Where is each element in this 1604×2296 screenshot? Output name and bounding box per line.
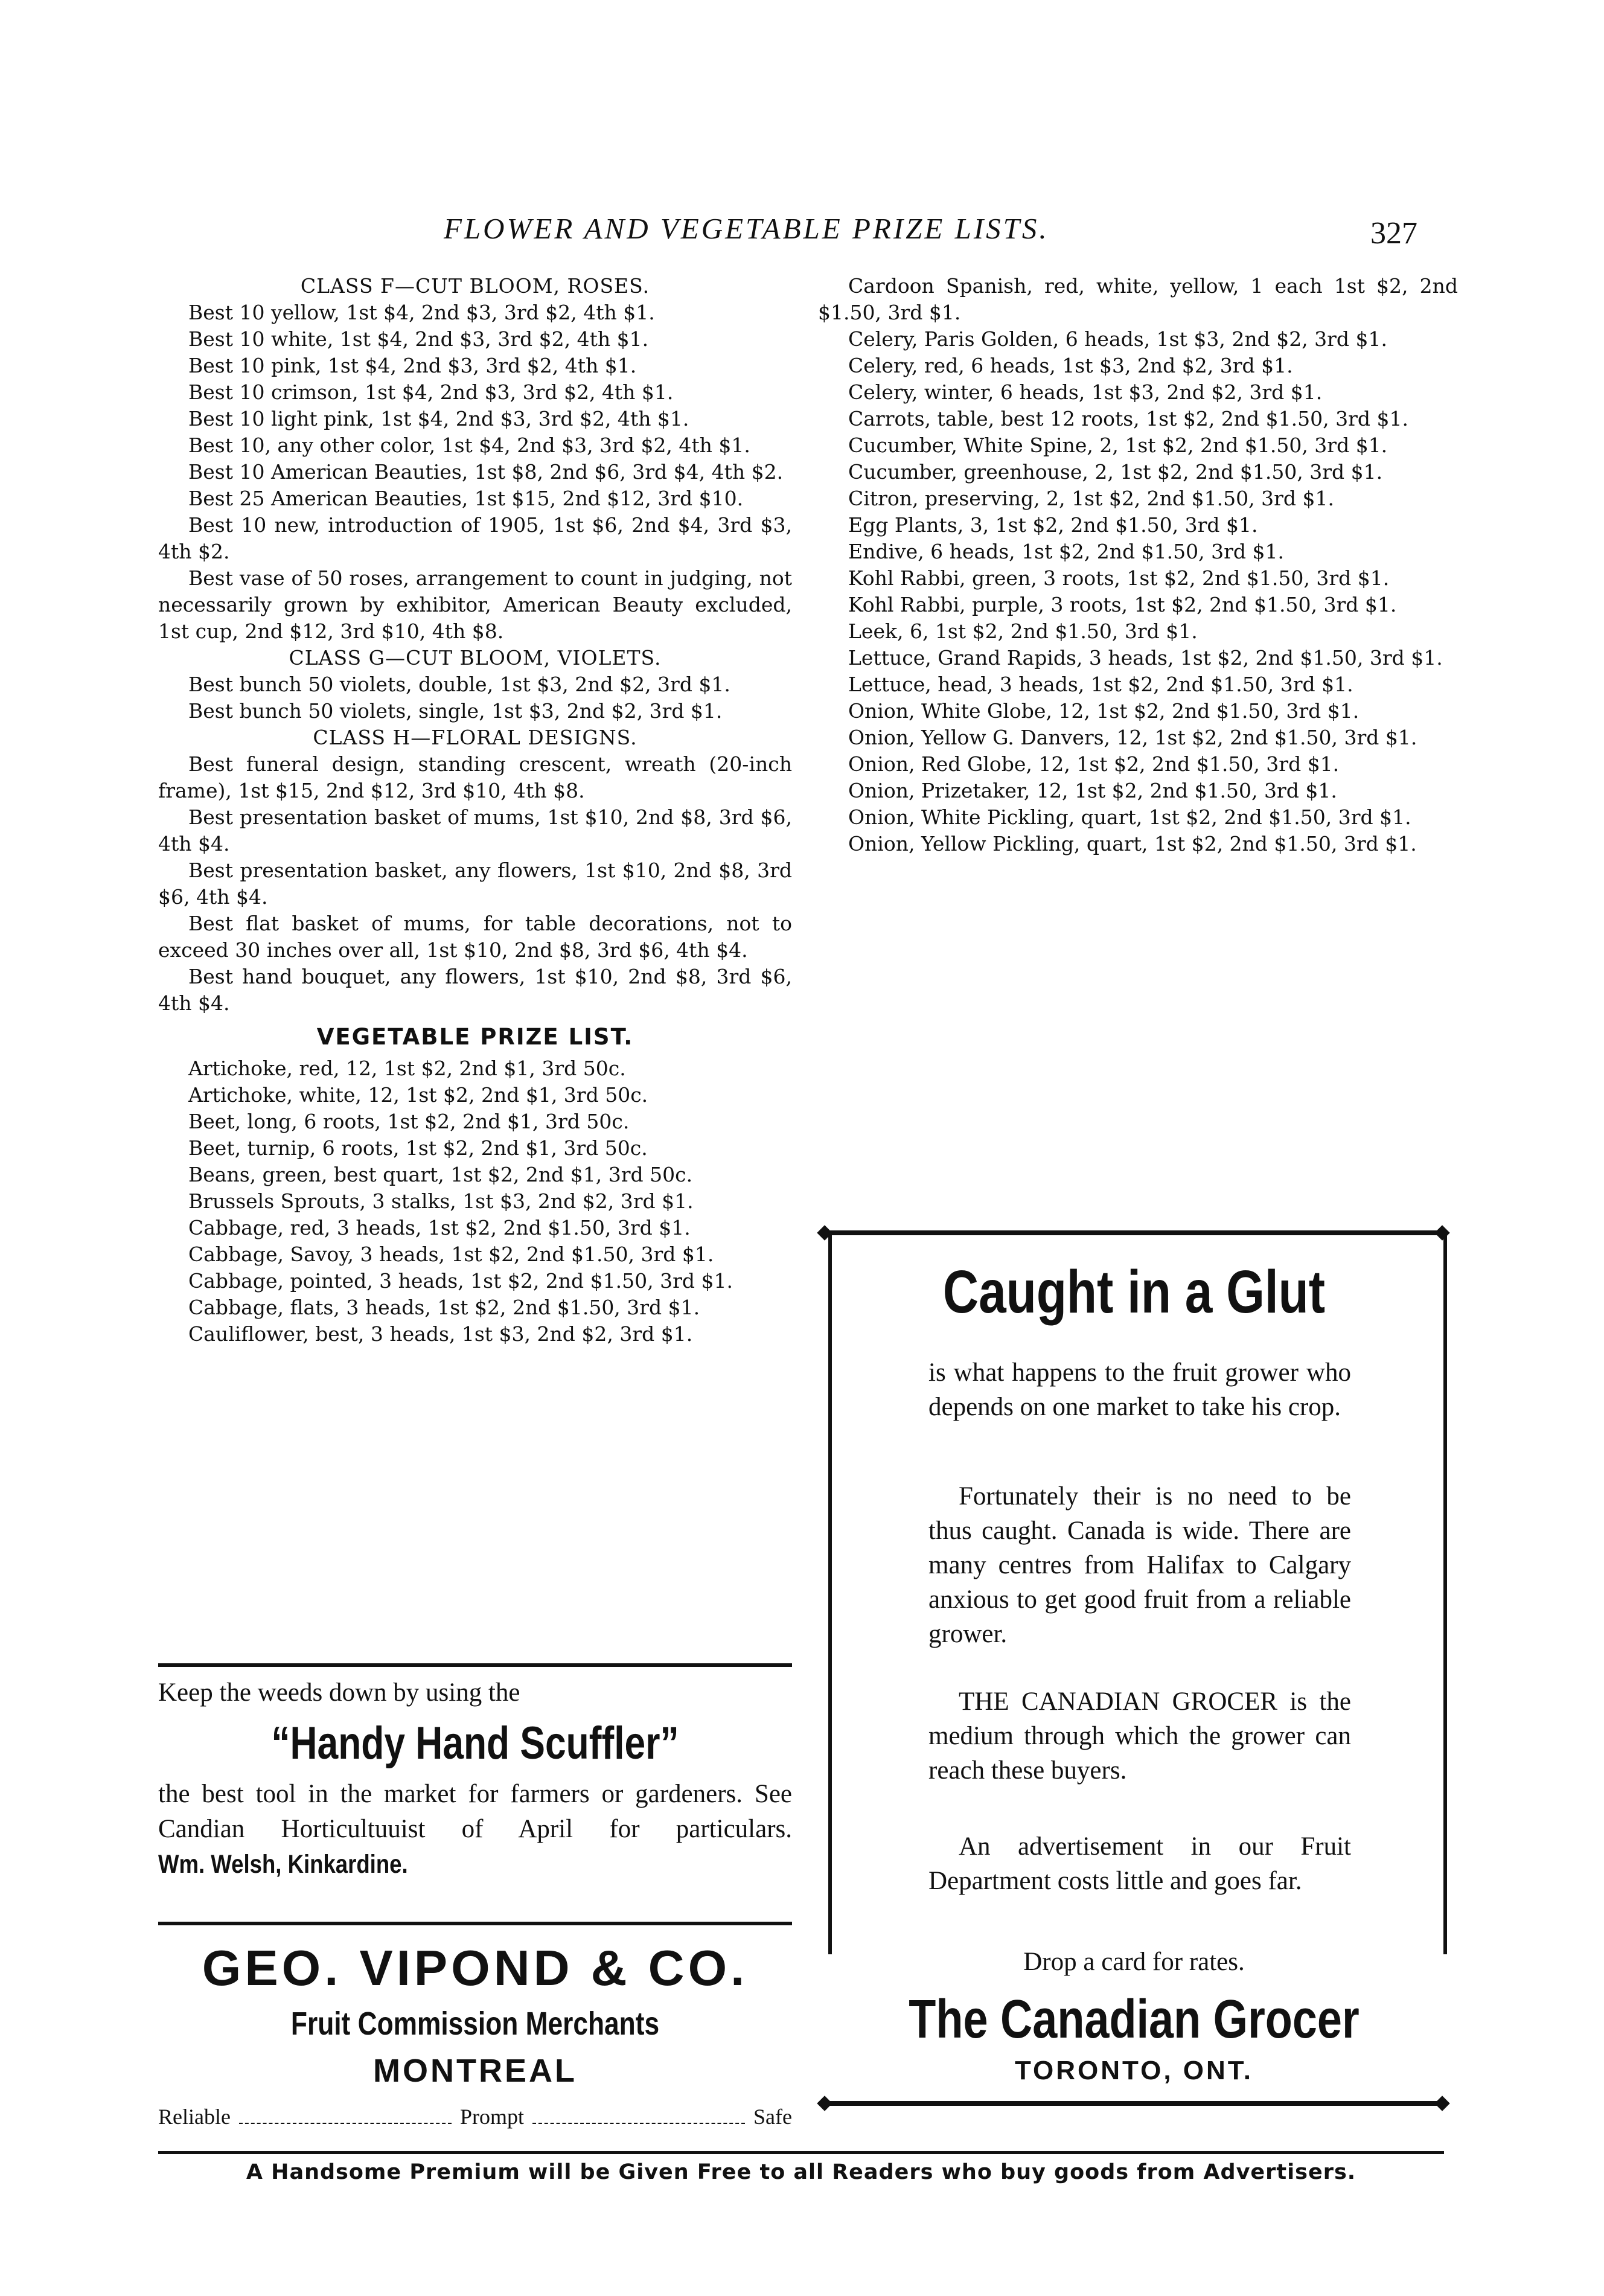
tagline-dash — [239, 2111, 452, 2124]
prize-entry: Best presentation basket, any flowers, 1st $10, 2nd $8, 3rd $6, 4th $4. — [158, 859, 792, 909]
prize-entry: Cabbage, Savoy, 3 heads, 1st $2, 2nd $1.50, 3rd $1. — [188, 1242, 714, 1266]
prize-entry: Kohl Rabbi, purple, 3 roots, 1st $2, 2nd $1.50, 3rd $1. — [848, 593, 1397, 616]
vipond-top-rule — [158, 1922, 792, 1925]
scuffler-ad — [158, 1675, 792, 1882]
prize-entry: Best 10 yellow, 1st $4, 2nd $3, 3rd $2, 4th $1. — [188, 301, 655, 324]
tagline-reliable: Reliable — [158, 2105, 231, 2129]
right-column — [818, 273, 1458, 857]
prize-entry: Best 10 white, 1st $4, 2nd $3, 3rd $2, 4th $1. — [188, 327, 649, 351]
grocer-para-1: is what happens to the fruit grower who depends on one market to take his crop. — [928, 1358, 1351, 1421]
grocer-para-2: Fortunately their is no need to be thus caught. Canada is wide. There are many centres from Halifax to Calgary anxious to get good fruit from a reliable grower. — [928, 1482, 1351, 1648]
prize-entry: Best 10 American Beauties, 1st $8, 2nd $6, 3rd $4, 4th $2. — [188, 460, 784, 484]
prize-entry: Cucumber, White Spine, 2, 1st $2, 2nd $1.50, 3rd $1. — [848, 433, 1388, 457]
prize-entry: Cardoon Spanish, red, white, yellow, 1 each 1st $2, 2nd $1.50, 3rd $1. — [818, 274, 1458, 324]
prize-entry: Leek, 6, 1st $2, 2nd $1.50, 3rd $1. — [848, 619, 1198, 643]
scuffler-body — [158, 1777, 792, 1882]
scuffler-body-text: the best tool in the market for farmers or gardeners. See Candian Horticultuuist of April for particulars. — [158, 1780, 792, 1843]
prize-entry: Best 10 crimson, 1st $4, 2nd $3, 3rd $2, 4th $1. — [188, 380, 674, 404]
prize-entry: Beet, long, 6 roots, 1st $2, 2nd $1, 3rd 50c. — [188, 1110, 630, 1133]
prize-entry: Onion, Yellow G. Danvers, 12, 1st $2, 2nd $1.50, 3rd $1. — [848, 726, 1417, 749]
prize-entry: Cabbage, pointed, 3 heads, 1st $2, 2nd $1.50, 3rd $1. — [188, 1269, 733, 1293]
footer-rule — [158, 2151, 1444, 2154]
class-f-heading: CLASS F—CUT BLOOM, ROSES. — [300, 274, 650, 298]
prize-entry: Endive, 6 heads, 1st $2, 2nd $1.50, 3rd $1. — [848, 540, 1284, 563]
prize-entry: Cauliflower, best, 3 heads, 1st $3, 2nd $2, 3rd $1. — [188, 1322, 693, 1346]
vegetable-prize-heading: VEGETABLE PRIZE LIST. — [316, 1024, 634, 1050]
left-column — [158, 273, 792, 1348]
vipond-trade: Fruit Commission Merchants — [290, 2006, 660, 2042]
prize-entry: Best presentation basket of mums, 1st $10, 2nd $8, 3rd $6, 4th $4. — [158, 805, 792, 855]
prize-entry: Best 10 new, introduction of 1905, 1st $6, 2nd $4, 3rd $3, 4th $2. — [158, 513, 792, 563]
vipond-name: GEO. VIPOND & CO. — [202, 1940, 749, 1996]
running-title: FLOWER AND VEGETABLE PRIZE LISTS. — [444, 212, 1049, 245]
right-vegetable-list — [818, 273, 1458, 857]
prize-entry: Celery, winter, 6 heads, 1st $3, 2nd $2, 3rd $1. — [848, 380, 1323, 404]
prize-entry: Celery, red, 6 heads, 1st $3, 2nd $2, 3rd $1. — [848, 354, 1293, 377]
prize-entry: Artichoke, white, 12, 1st $2, 2nd $1, 3rd 50c. — [188, 1083, 648, 1107]
scuffler-title: “Handy Hand Scuffler” — [271, 1718, 679, 1769]
footer-notice: A Handsome Premium will be Given Free to all Readers who buy goods from Advertisers. — [246, 2160, 1356, 2184]
grocer-para-4: An advertisement in our Fruit Department costs little and goes far. — [928, 1832, 1351, 1895]
vipond-tagline — [158, 2100, 792, 2133]
prize-entry: Best vase of 50 roses, arrangement to count in judging, not necessarily grown by exhibitor, American Beauty excluded, 1st cup, 2nd $12, 3rd $10, 4th $8. — [158, 566, 792, 643]
scuffler-intro: Keep the weeds down by using the — [158, 1678, 520, 1707]
tagline-prompt: Prompt — [459, 2105, 524, 2129]
prize-entry: Egg Plants, 3, 1st $2, 2nd $1.50, 3rd $1. — [848, 513, 1258, 537]
prize-entry: Beans, green, best quart, 1st $2, 2nd $1, 3rd 50c. — [188, 1163, 693, 1186]
prize-entry: Beet, turnip, 6 roots, 1st $2, 2nd $1, 3rd 50c. — [188, 1136, 648, 1160]
prize-entry: Best 10 pink, 1st $4, 2nd $3, 3rd $2, 4th $1. — [188, 354, 637, 377]
prize-entry: Best funeral design, standing crescent, wreath (20-inch frame), 1st $15, 2nd $12, 3rd $10, 4th $8. — [158, 752, 792, 802]
vegetable-list — [158, 1055, 792, 1348]
prize-entry: Best hand bouquet, any flowers, 1st $10, 2nd $8, 3rd $6, 4th $4. — [158, 965, 792, 1015]
prize-entry: Best bunch 50 violets, single, 1st $3, 2nd $2, 3rd $1. — [188, 699, 723, 723]
grocer-bottom-rule — [824, 2101, 1443, 2106]
prize-entry: Celery, Paris Golden, 6 heads, 1st $3, 2nd $2, 3rd $1. — [848, 327, 1388, 351]
prize-entry: Best 10, any other color, 1st $4, 2nd $3, 3rd $2, 4th $1. — [188, 433, 750, 457]
tagline-dash — [532, 2111, 745, 2124]
prize-entry: Onion, White Globe, 12, 1st $2, 2nd $1.50, 3rd $1. — [848, 699, 1360, 723]
prize-entry: Carrots, table, best 12 roots, 1st $2, 2nd $1.50, 3rd $1. — [848, 407, 1408, 430]
prize-entry: Best 25 American Beauties, 1st $15, 2nd $12, 3rd $10. — [188, 487, 744, 510]
vipond-city: MONTREAL — [373, 2053, 577, 2089]
scuffler-top-rule — [158, 1663, 792, 1667]
prize-entry: Onion, Red Globe, 12, 1st $2, 2nd $1.50, 3rd $1. — [848, 752, 1340, 776]
prize-entry: Onion, Prizetaker, 12, 1st $2, 2nd $1.50, 3rd $1. — [848, 779, 1337, 802]
class-h-heading: CLASS H—FLORAL DESIGNS. — [313, 726, 637, 749]
prize-entry: Lettuce, head, 3 heads, 1st $2, 2nd $1.50, 3rd $1. — [848, 673, 1353, 696]
grocer-headline: Caught in a Glut — [942, 1258, 1326, 1326]
vipond-ad — [158, 1935, 792, 2133]
class-h-list — [158, 751, 792, 1017]
class-g-list — [158, 671, 792, 724]
prize-entry: Cabbage, red, 3 heads, 1st $2, 2nd $1.50, 3rd $1. — [188, 1216, 691, 1239]
prize-entry: Lettuce, Grand Rapids, 3 heads, 1st $2, 2nd $1.50, 3rd $1. — [848, 646, 1443, 670]
class-f-list — [158, 299, 792, 645]
class-g-heading: CLASS G—CUT BLOOM, VIOLETS. — [289, 646, 662, 670]
prize-entry: Kohl Rabbi, green, 3 roots, 1st $2, 2nd $1.50, 3rd $1. — [848, 566, 1390, 590]
grocer-para-3: THE CANADIAN GROCER is the medium through which the grower can reach these buyers. — [928, 1687, 1351, 1785]
page-number: 327 — [1370, 216, 1417, 251]
prize-entry: Best bunch 50 violets, double, 1st $3, 2nd $2, 3rd $1. — [188, 673, 730, 696]
grocer-drop-card: Drop a card for rates. — [1023, 1948, 1245, 1976]
prize-entry: Onion, Yellow Pickling, quart, 1st $2, 2nd $1.50, 3rd $1. — [848, 832, 1417, 855]
grocer-city: TORONTO, ONT. — [1014, 2056, 1254, 2085]
grocer-publication: The Canadian Grocer — [909, 1989, 1360, 2050]
prize-entry: Citron, preserving, 2, 1st $2, 2nd $1.50, 3rd $1. — [848, 487, 1334, 510]
prize-entry: Best flat basket of mums, for table decorations, not to exceed 30 inches over all, 1st $10, 2nd $8, 3rd $6, 4th $4. — [158, 912, 792, 962]
prize-entry: Cucumber, greenhouse, 2, 1st $2, 2nd $1.50, 3rd $1. — [848, 460, 1383, 484]
scuffler-signature: Wm. Welsh, Kinkardine. — [158, 1850, 408, 1879]
prize-entry: Brussels Sprouts, 3 stalks, 1st $3, 2nd $2, 3rd $1. — [188, 1189, 694, 1213]
prize-entry: Onion, White Pickling, quart, 1st $2, 2nd $1.50, 3rd $1. — [848, 805, 1411, 829]
tagline-safe: Safe — [753, 2105, 792, 2129]
prize-entry: Cabbage, flats, 3 heads, 1st $2, 2nd $1.50, 3rd $1. — [188, 1296, 700, 1319]
prize-entry: Artichoke, red, 12, 1st $2, 2nd $1, 3rd 50c. — [188, 1057, 626, 1080]
prize-entry: Best 10 light pink, 1st $4, 2nd $3, 3rd $2, 4th $1. — [188, 407, 689, 430]
